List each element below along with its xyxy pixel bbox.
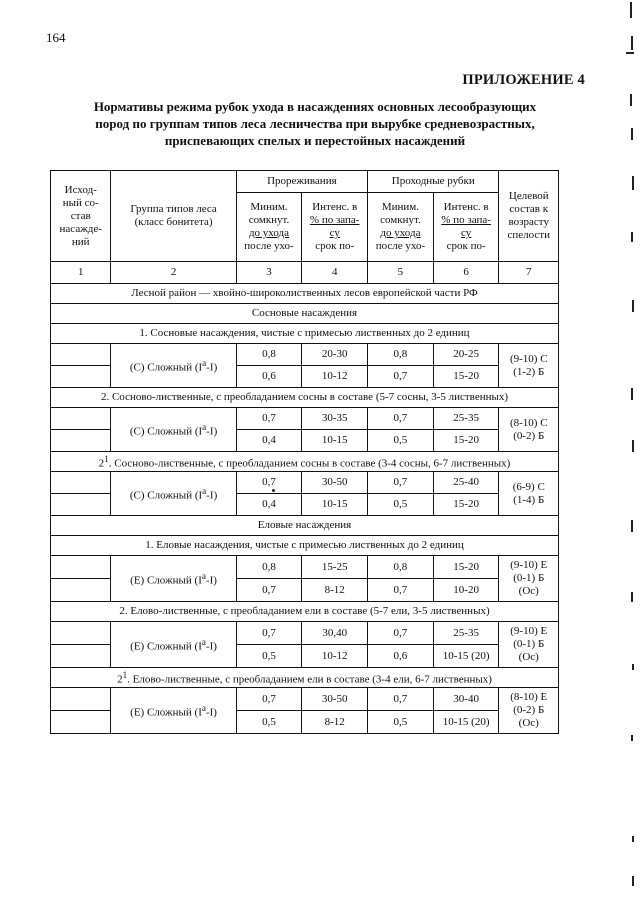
section-heading: Сосновые насаждения <box>51 304 559 324</box>
scan-mark <box>632 836 634 842</box>
forest-type-cell: (Е) Сложный $(I^а-I)$ <box>111 622 236 668</box>
table-cell: 0,7 <box>368 366 434 388</box>
scan-margin-marks <box>622 0 636 905</box>
composition-cell <box>51 556 111 579</box>
table-cell: 10-12 <box>302 645 368 668</box>
table-cell: 0,8 <box>236 344 302 366</box>
scan-mark <box>631 128 633 140</box>
norms-table <box>50 170 559 734</box>
scan-mark <box>630 94 632 106</box>
table-cell: 0,8 <box>368 344 434 366</box>
composition-cell <box>51 494 111 516</box>
table-cell: 0,5 <box>236 645 302 668</box>
table-cell: 15-20 <box>433 556 499 579</box>
table-cell: 0,8 <box>236 556 302 579</box>
table-cell: 0,6 <box>368 645 434 668</box>
header-intensity: Интенс. в % по запа- су срок по- <box>302 193 368 262</box>
header-target-composition: Целевой состав к возрасту спелости <box>499 171 559 262</box>
group-heading: 1. Сосновые насаждения, чистые с примесью лиственных до 2 единиц <box>51 324 559 344</box>
section-heading: Еловые насаждения <box>51 516 559 536</box>
scan-mark <box>632 440 634 452</box>
header-forest-type-group: Группа типов леса (класс бонитета) <box>111 171 236 262</box>
group-heading: 1. Еловые насаждения, чистые с примесью лиственных до 2 единиц <box>51 536 559 556</box>
table-cell: 15-20 <box>433 494 499 516</box>
header-initial-composition: Исход- ный со- став насажде- ний <box>51 171 111 262</box>
column-number: 1 <box>51 262 111 284</box>
table-cell: 30-50 <box>302 472 368 494</box>
scan-mark <box>631 36 633 50</box>
table-cell: 0,7 <box>236 472 302 494</box>
target-cell: (9-10) Е (0-1) Б (Ос) <box>499 622 559 668</box>
group-heading: 2. Елово-лиственные, с преобладанием ели в составе (5-7 ели, 3-5 лиственных) <box>51 602 559 622</box>
table-cell: 10-15 <box>302 430 368 452</box>
group-heading: 2. Сосново-лиственные, с преобладанием сосны в составе (5-7 сосны, 3-5 лиственных) <box>51 388 559 408</box>
table-cell: 0,7 <box>368 579 434 602</box>
composition-cell <box>51 645 111 668</box>
column-number: 3 <box>236 262 302 284</box>
table-cell: 0,7 <box>236 579 302 602</box>
table-cell: 0,6 <box>236 366 302 388</box>
scan-mark <box>631 735 633 741</box>
scan-mark <box>631 520 633 532</box>
region-heading: Лесной район — хвойно-широколиственных лесов европейской части РФ <box>51 284 559 304</box>
scan-mark <box>632 176 634 190</box>
scan-mark <box>632 876 634 886</box>
composition-cell <box>51 408 111 430</box>
table-cell: 0,7 <box>236 688 302 711</box>
table-cell: 0,4 <box>236 494 302 516</box>
group-heading: $2^1$. Елово-лиственные, с преобладанием ели в составе (3-4 ели, 6-7 лиственных) <box>51 668 559 688</box>
header-thinning: Прореживания <box>236 171 367 193</box>
scan-mark <box>626 52 634 54</box>
table-cell: 10-12 <box>302 366 368 388</box>
table-cell: 30-50 <box>302 688 368 711</box>
table-cell: 30,40 <box>302 622 368 645</box>
scan-speck <box>272 489 275 492</box>
table-cell: 10-15 (20) <box>433 645 499 668</box>
table-cell: 0,8 <box>368 556 434 579</box>
target-cell: (8-10) С (0-2) Б <box>499 408 559 452</box>
composition-cell <box>51 688 111 711</box>
composition-cell <box>51 430 111 452</box>
table-cell: 0,5 <box>236 711 302 734</box>
forest-type-cell: (Е) Сложный $(I^а-I)$ <box>111 688 236 734</box>
table-cell: 30-40 <box>433 688 499 711</box>
column-number: 2 <box>111 262 236 284</box>
scan-mark <box>632 664 634 670</box>
header-min-density: Миним. сомкнут. до ухода после ухо- <box>236 193 302 262</box>
scan-mark <box>630 2 632 18</box>
table-cell: 8-12 <box>302 579 368 602</box>
table-cell: 15-25 <box>302 556 368 579</box>
table-cell: 0,5 <box>368 711 434 734</box>
column-number: 4 <box>302 262 368 284</box>
appendix-label: ПРИЛОЖЕНИЕ 4 <box>462 72 585 88</box>
forest-type-cell: (Е) Сложный $(I^а-I)$ <box>111 556 236 602</box>
title-line: приспевающих спелых и перестойных насаждений <box>164 133 466 148</box>
scan-mark <box>631 592 633 602</box>
table-cell: 15-20 <box>433 366 499 388</box>
forest-type-cell: (С) Сложный $(I^а-I)$ <box>111 408 236 452</box>
table-cell: 0,7 <box>368 622 434 645</box>
title-line: пород по группам типов леса лесничества при вырубке средневозрастных, <box>95 116 535 131</box>
table-cell: 0,7 <box>368 472 434 494</box>
table-cell: 25-35 <box>433 622 499 645</box>
composition-cell <box>51 472 111 494</box>
table-cell: 15-20 <box>433 430 499 452</box>
target-cell: (8-10) Е (0-2) Б (Ос) <box>499 688 559 734</box>
scan-mark <box>631 232 633 242</box>
group-heading: $2^1$. Сосново-лиственные, с преобладанием сосны в составе (3-4 сосны, 6-7 лиственных) <box>51 452 559 472</box>
scan-mark <box>631 388 633 400</box>
composition-cell <box>51 711 111 734</box>
scan-mark <box>632 300 634 312</box>
document-title <box>40 98 590 149</box>
target-cell: (6-9) С (1-4) Б <box>499 472 559 516</box>
table-cell: 8-12 <box>302 711 368 734</box>
composition-cell <box>51 344 111 366</box>
page-number: 164 <box>46 30 66 45</box>
composition-cell <box>51 579 111 602</box>
header-passage-cutting: Проходные рубки <box>368 171 499 193</box>
table-cell: 0,7 <box>236 408 302 430</box>
table-cell: 30-35 <box>302 408 368 430</box>
column-number: 7 <box>499 262 559 284</box>
header-intensity: Интенс. в % по запа- су срок по- <box>433 193 499 262</box>
forest-type-cell: (С) Сложный $(I^а-I)$ <box>111 344 236 388</box>
table-cell: 0,5 <box>368 430 434 452</box>
table-cell: 0,7 <box>368 408 434 430</box>
title-line: Нормативы режима рубок ухода в насаждениях основных лесообразующих <box>93 99 537 114</box>
table-cell: 10-15 <box>302 494 368 516</box>
table-cell: 20-25 <box>433 344 499 366</box>
table-cell: 25-40 <box>433 472 499 494</box>
header-min-density: Миним. сомкнут. до ухода после ухо- <box>368 193 434 262</box>
table-cell: 0,5 <box>368 494 434 516</box>
forest-type-cell: (С) Сложный $(I^а-I)$ <box>111 472 236 516</box>
table-cell: 0,4 <box>236 430 302 452</box>
table-cell: 20-30 <box>302 344 368 366</box>
composition-cell <box>51 366 111 388</box>
target-cell: (9-10) С (1-2) Б <box>499 344 559 388</box>
table-cell: 25-35 <box>433 408 499 430</box>
column-number: 6 <box>433 262 499 284</box>
table-cell: 10-20 <box>433 579 499 602</box>
column-number: 5 <box>368 262 434 284</box>
composition-cell <box>51 622 111 645</box>
table-cell: 10-15 (20) <box>433 711 499 734</box>
target-cell: (9-10) Е (0-1) Б (Ос) <box>499 556 559 602</box>
table-cell: 0,7 <box>368 688 434 711</box>
table-cell: 0,7 <box>236 622 302 645</box>
